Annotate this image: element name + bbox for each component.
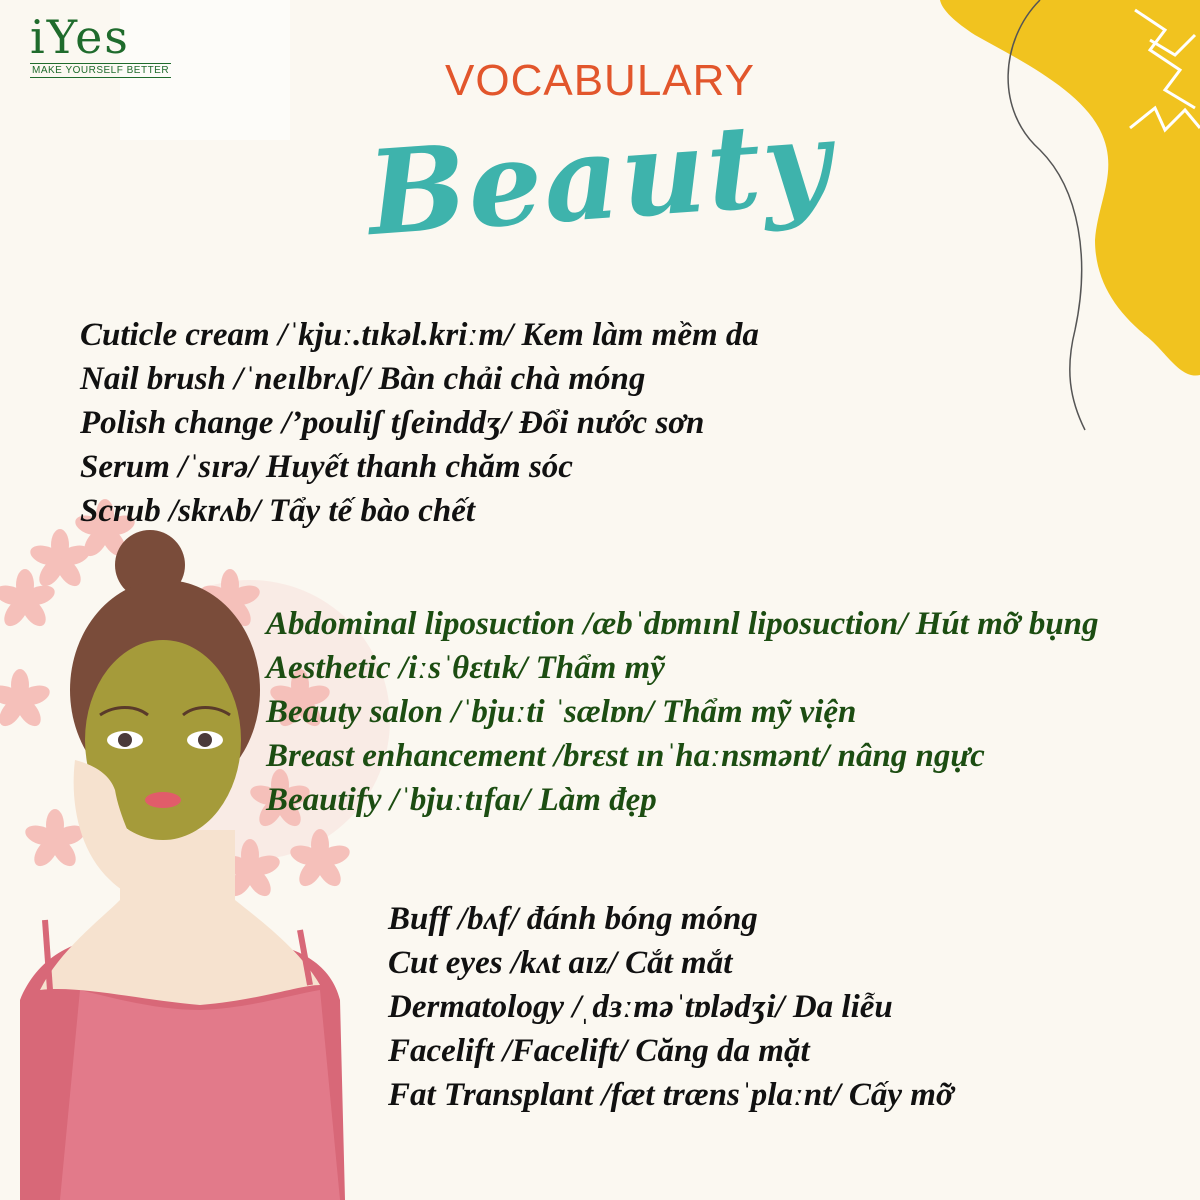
- page-title: Beauty: [363, 93, 837, 263]
- vocab-item: Abdominal liposuction /æbˈdɒmɪnl liposuction/ Hút mỡ bụng: [266, 606, 1099, 642]
- vocab-item: Polish change /’pouliʃ tʃeinddʒ/ Đổi nước sơn: [80, 405, 705, 441]
- vocab-item: Dermatology /ˌdɜːməˈtɒlədʒi/ Da liễu: [388, 989, 893, 1025]
- vocab-item: Fat Transplant /fæt trænsˈplaːnt/ Cấy mỡ: [388, 1077, 954, 1113]
- vocab-item: Aesthetic /iːsˈθɛtɪk/ Thẩm mỹ: [266, 650, 665, 686]
- vocab-item: Cuticle cream /ˈkjuː.tɪkəl.kriːm/ Kem làm mềm da: [80, 317, 759, 353]
- vocab-group-2: [266, 602, 1099, 822]
- vocab-item: Facelift /Facelift/ Căng da mặt: [388, 1033, 810, 1069]
- logo-tagline: MAKE YOURSELF BETTER: [32, 65, 170, 76]
- vocab-item: Beautify /ˈbjuːtɪfaɪ/ Làm đẹp: [266, 782, 657, 818]
- vocab-item: Nail brush /ˈneɪlbrʌʃ/ Bàn chải chà móng: [80, 361, 646, 397]
- vocab-group-1: [80, 313, 759, 533]
- vocab-item: Beauty salon /ˈbjuːti ˈsælɒn/ Thẩm mỹ viện: [266, 694, 857, 730]
- page-heading: VOCABULARY: [445, 56, 755, 105]
- vocab-item: Breast enhancement /brɛst ɪnˈhaːnsmənt/ nâng ngực: [266, 738, 985, 774]
- logo-text: iYes: [30, 10, 130, 64]
- vocab-item: Serum /ˈsɪrə/ Huyết thanh chăm sóc: [80, 449, 573, 485]
- vocab-item: Cut eyes /kʌt aɪz/ Cắt mắt: [388, 945, 733, 981]
- vocab-item: Buff /bʌf/ đánh bóng móng: [388, 901, 758, 937]
- vocab-group-3: [388, 897, 954, 1117]
- vocab-item: Scrub /skrʌb/ Tẩy tế bào chết: [80, 493, 476, 529]
